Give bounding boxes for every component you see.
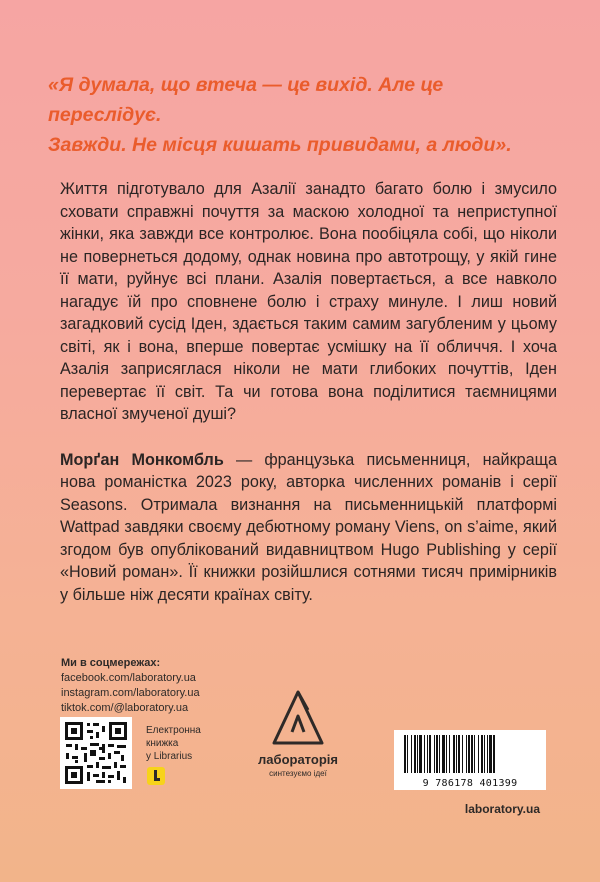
barcode-bar <box>462 735 463 773</box>
barcode-bar <box>442 735 445 773</box>
book-description-block <box>60 178 557 606</box>
barcode-bar <box>456 735 457 773</box>
author-bio-text: — французька письменниця, найкраща нова романістка 2023 року, авторка численних романів і серії Seasons. Отримала визнання на письменницькій платформі Wattpad завдяки своєму дебютному роману Viens, on s’aime, який згодом був опублікований видавництвом Hugo Publishing у серії «Новий роман». Її книжки розійшлися сотнями тисяч примірників у більше ніж десяти країнах світу. <box>60 450 557 604</box>
barcode-bar <box>458 735 460 773</box>
author-name: Морґан Монкомбль <box>60 450 224 469</box>
barcode-bars <box>402 735 538 773</box>
publisher-logo <box>243 688 353 778</box>
qr-code-icon <box>63 720 129 786</box>
quote-line-2: Завжди. Не місця кишать привидами, а люди». <box>48 134 512 156</box>
quote-line-1: «Я думала, що втеча — це вихід. Але це переслідує. <box>48 74 444 126</box>
barcode-bar <box>424 735 425 773</box>
publisher-triangle-icon <box>270 688 326 748</box>
barcode-bar <box>487 735 488 773</box>
book-description: Життя підготувало для Азалії занадто багато болю і змусило сховати справжні почуття за маскою холодної та неприступної жінки, яка завжди все контролює. Вона пообіцяла собі, що ніколи не повернеться додому, однак новина про автотрощу, у якій гине її мати, руйнує всі плани. Азалія повертається, а все навколо нагадує їй про сповнене болю і страху минуле. І лиш новий загадковий сусід Іден, здається таким самим загубленим у цьому світі, як і вона, вперше повертає усмішку на її обличчя. І хоча Азалія заприсяглася ніколи не мати глибоких почуттів, Іден перевертає її світ. Та чи готова вона поділитися таємницями власної змученої душі? <box>60 180 557 423</box>
ebook-label <box>146 724 201 763</box>
barcode-bar <box>429 735 431 773</box>
barcode-bar <box>453 735 455 773</box>
barcode-bar <box>434 735 435 773</box>
barcode-bar <box>466 735 467 773</box>
barcode-bar <box>481 735 483 773</box>
librarius-logo-icon <box>147 767 165 785</box>
ebook-label-line-2: книжка <box>146 738 179 749</box>
social-link-tiktok[interactable]: tiktok.com/@laboratory.ua <box>61 702 189 714</box>
barcode-bar <box>446 735 447 773</box>
barcode-bar <box>436 735 438 773</box>
social-links <box>61 656 200 716</box>
social-link-facebook[interactable]: facebook.com/laboratory.ua <box>61 672 196 684</box>
ebook-label-line-3: у Librarius <box>146 751 193 762</box>
barcode-bar <box>407 735 408 773</box>
barcode-bar <box>417 735 418 773</box>
isbn-barcode <box>394 730 546 790</box>
author-bio <box>60 449 557 607</box>
barcode-bar <box>468 735 470 773</box>
barcode-bar <box>489 735 492 773</box>
qr-code[interactable] <box>60 717 132 789</box>
barcode-bar <box>478 735 479 773</box>
barcode-bar <box>419 735 422 773</box>
barcode-bar <box>449 735 450 773</box>
barcode-bar <box>474 735 475 773</box>
isbn-number: 9 786178 401399 <box>422 778 518 789</box>
barcode-bar <box>414 735 416 773</box>
barcode-bar <box>411 735 412 773</box>
barcode-bar <box>427 735 428 773</box>
social-link-instagram[interactable]: instagram.com/laboratory.ua <box>61 687 200 699</box>
barcode-bar <box>484 735 485 773</box>
social-heading: Ми в соцмережах: <box>61 657 161 669</box>
barcode-bar <box>439 735 440 773</box>
barcode-bar <box>471 735 473 773</box>
librarius-glyph-icon <box>147 767 165 785</box>
barcode-bar <box>404 735 406 773</box>
back-cover-quote <box>48 70 558 160</box>
publisher-tagline: синтезуємо ідеї <box>269 769 327 778</box>
publisher-website[interactable]: laboratory.ua <box>464 802 540 816</box>
ebook-label-line-1: Електронна <box>146 725 201 736</box>
publisher-name: лабораторія <box>258 752 338 767</box>
barcode-bar <box>493 735 495 773</box>
